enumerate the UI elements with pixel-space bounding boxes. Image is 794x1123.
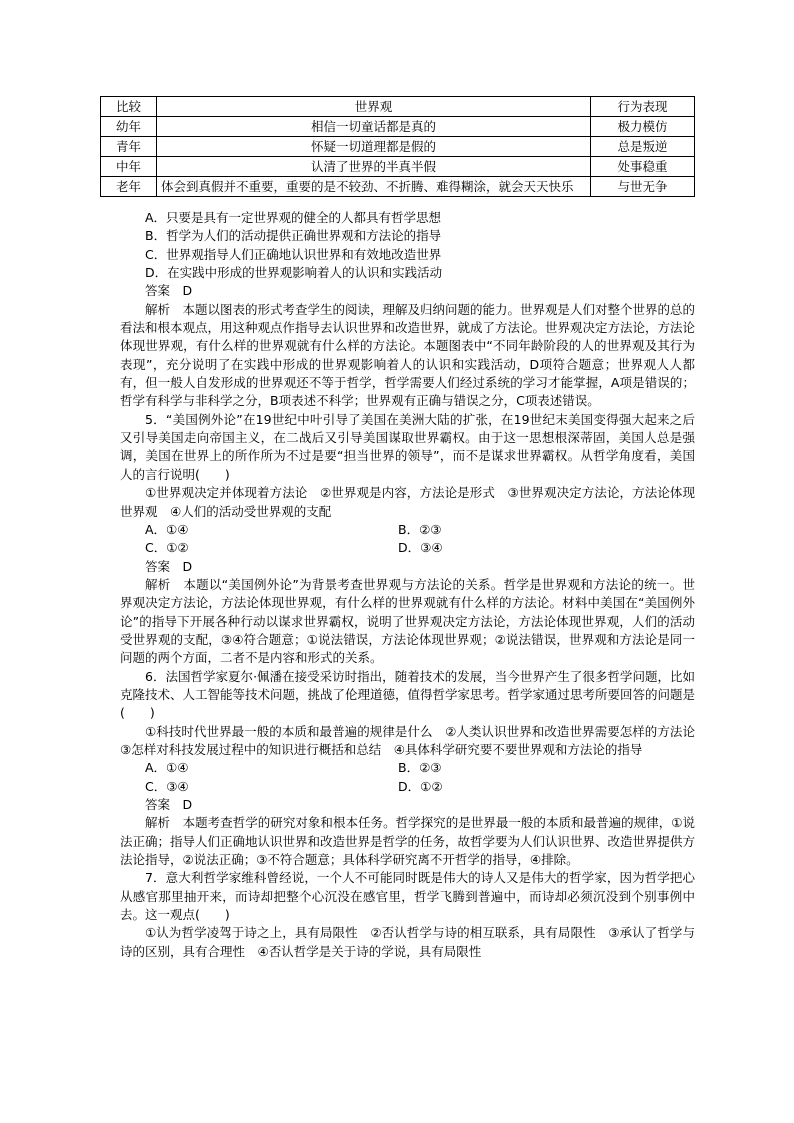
table-header-cell: 比较 [101,97,157,117]
q5-option-d: D．③④ [398,540,443,556]
q6-answer: 答案 D [145,797,193,812]
q4-option-d: D．在实践中形成的世界观影响着人的认识和实践活动 [145,265,443,281]
table-cell: 处事稳重 [591,157,695,177]
table-row [101,117,695,137]
table-row [101,137,695,157]
table-cell: 怀疑一切道理都是假的 [157,137,591,157]
table-cell: 与世无争 [591,177,695,197]
table-cell: 中年 [101,157,157,177]
table-cell: 青年 [101,137,157,157]
q4-option-c: C．世界观指导人们正确地认识世界和有效地改造世界 [145,246,442,262]
q6-option-c: C．③④ [145,778,189,794]
q5-stem: 5．“美国例外论”在19世纪中叶引导了美国在美洲大陆的扩张，在19世纪末美国变得强大起来之后又引导美国走向帝国主义，在二战后又引导美国谋取世界霸权。由于这一思想根深蒂固，美国人总是强调，美国在世界上的所作所为不过是要“担当世界的领导”，而不是谋求世界霸权。从哲学角度看，美国人的言行说明( ) [120,411,695,482]
q4-analysis: 解析 本题以图表的形式考查学生的阅读，理解及归纳问题的能力。世界观是人们对整个世界的总的看法和根本观点，用这种观点作指导去认识世界和改造世界，就成了方法论。世界观决定方法论，方法论体现世界观，有什么样的世界观就有什么样的方法论。本题图表中“不同年龄阶段的人的世界观及其行为表现”，充分说明了在实践中形成的世界观影响着人的认识和实践活动，D项符合题意；世界观人人都有，但一般人自发形成的世界观还不等于哲学，哲学需要人们经过系统的学习才能掌握，A项是错误的；哲学有科学与非科学之分，B项表述不科学；世界观有正确与错误之分，C项表述错误。 [120,301,696,409]
q4-option-a: A．只要是具有一定世界观的健全的人都具有哲学思想 [145,210,442,225]
q7-items: ①认为哲学凌驾于诗之上，具有局限性 ②否认哲学与诗的相互联系，具有局限性 ③承认了哲学与诗的区别，具有合理性 ④否认哲学是关于诗的学说，具有局限性 [120,925,695,959]
comparison-table [100,96,695,197]
q6-option-b: B．②③ [398,760,442,776]
table-header-cell: 世界观 [157,97,591,117]
table-cell: 相信一切童话都是真的 [157,117,591,137]
table-cell: 认清了世界的半真半假 [157,157,591,177]
table-cell: 极力模仿 [591,117,695,137]
table-header-row [101,97,695,117]
question-text [120,209,708,961]
table-cell: 总是叛逆 [591,137,695,157]
q6-option-a: A．①④ [145,760,189,776]
table-cell: 体会到真假并不重要，重要的是不较劲、不折腾、难得糊涂，就会天天快乐 [157,177,591,197]
q6-analysis: 解析 本题考查哲学的研究对象和根本任务。哲学探究的是世界最一般的本质和最普遍的规律，①说法正确；指导人们正确地认识世界和改造世界是哲学的任务，故哲学要为人们认识世界、改造世界提供方法论指导，②说法正确；③不符合题意；具体科学研究离不开哲学的指导，④排除。 [120,815,696,868]
table-cell: 老年 [101,177,157,197]
q6-options-row [120,778,695,796]
q7-stem: 7．意大利哲学家维科曾经说，一个人不可能同时既是伟大的诗人又是伟大的哲学家，因为哲学把心从感官那里抽开来，而诗却把整个心沉没在感官里，哲学飞腾到普遍中，而诗却必须沉没到个别事例中去。这一观点( ) [120,870,695,923]
q5-options-row [120,521,695,539]
q4-option-b: B．哲学为人们的活动提供正确世界观和方法论的指导 [145,228,442,244]
q5-options-row [120,539,695,557]
q6-options-row [120,759,695,777]
q5-option-b: B．②③ [398,521,442,537]
q6-option-d: D．①② [398,778,443,794]
table-row [101,157,695,177]
q5-answer: 答案 D [145,558,193,574]
q4-answer: 答案 D [145,283,193,299]
table-row [101,177,695,197]
q5-option-c: C．①② [145,540,189,556]
table-header-cell: 行为表现 [591,97,695,117]
q5-items: ①世界观决定并体现着方法论 ②世界观是内容，方法论是形式 ③世界观决定方法论，方法论体现世界观 ④人们的活动受世界观的支配 [120,485,695,519]
q6-items: ①科技时代世界最一般的本质和最普遍的规律是什么 ②人类认识世界和改造世界需要怎样的方法论 ③怎样对科技发展过程中的知识进行概括和总结 ④具体科学研究要不要世界观和方法论的指导 [120,723,708,757]
q6-stem: 6．法国哲学家夏尔·佩潘在接受采访时指出，随着技术的发展，当今世界产生了很多哲学问题，比如克隆技术、人工智能等技术问题，挑战了伦理道德，值得哲学家思考。哲学家通过思考所要回答的问题是( ) [120,668,696,721]
q5-option-a: A．①④ [145,521,189,537]
table-cell: 幼年 [101,117,157,137]
q5-analysis: 解析 本题以“美国例外论”为背景考查世界观与方法论的关系。哲学是世界观和方法论的统一。世界观决定方法论，方法论体现世界观，有什么样的世界观就有什么样的方法论。材料中美国在“美国例外论”的指导下开展各种行动以谋求世界霸权，说明了世界观决定方法论，方法论体现世界观，人们的活动受世界观的支配，③④符合题意；①说法错误，方法论体现世界观；②说法错误，世界观和方法论是同一问题的两个方面，二者不是内容和形式的关系。 [120,576,695,666]
